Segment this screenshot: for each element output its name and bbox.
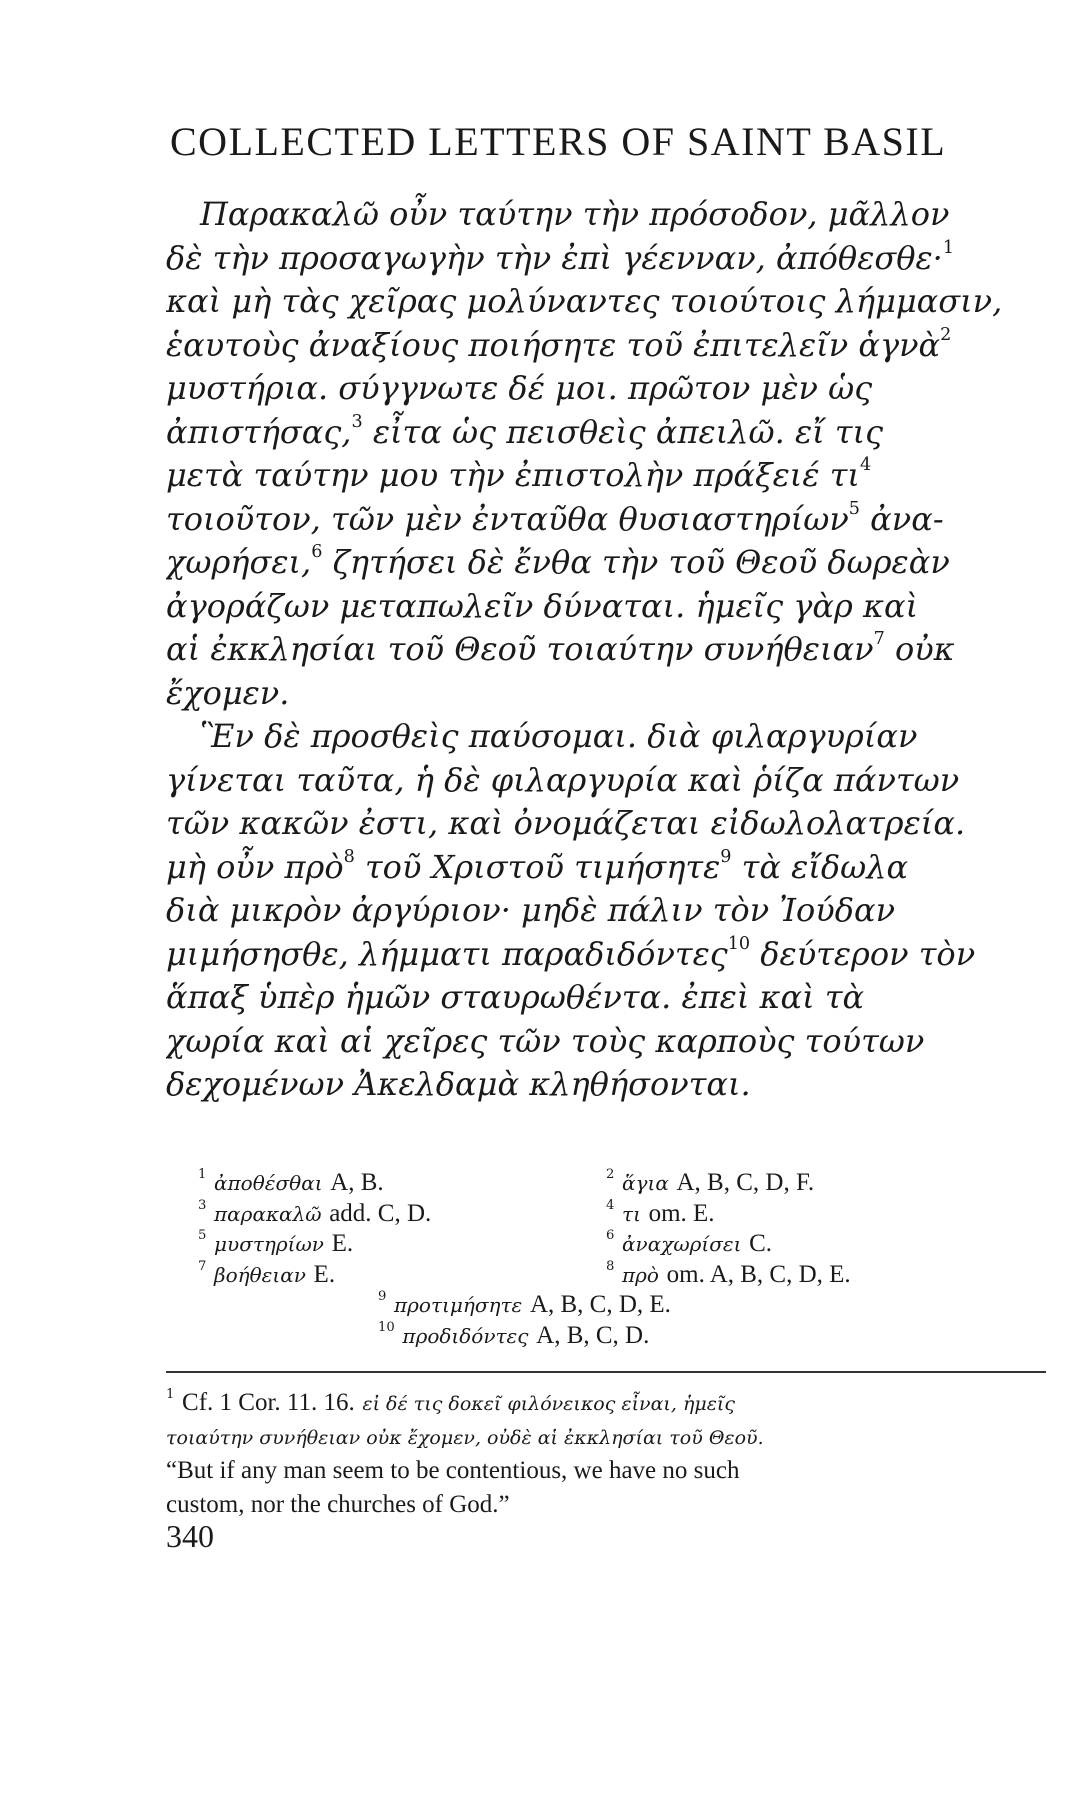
footnote-greek: εἰ δέ τις δοκεῖ φιλόνεικος εἶναι, ἡμεῖς [362,1393,735,1415]
apparatus-row [198,1320,1028,1351]
text-line [166,1020,1062,1064]
line-text: δεύτερον τὸν [750,934,976,973]
apparatus-reading: βοήθειαν [214,1262,306,1287]
footnote-english: “But if any man seem to be contentious, we have no such [166,1457,740,1484]
apparatus-entry [378,1320,649,1352]
footnote-marker: 3 [351,411,363,432]
apparatus-row [198,1289,1028,1320]
line-text: Ἓν δὲ προσθεὶς παύσομαι. διὰ φιλαργυρίαν [200,717,918,755]
line-text: χωρία καὶ αἱ χεῖρες τῶν τοὺς καρποὺς τούτων [166,1021,925,1060]
apparatus-number: 3 [198,1197,207,1213]
footnote-marker: 2 [940,324,952,345]
footnote-english: custom, nor the churches of God.” [166,1491,510,1518]
apparatus-entry [198,1167,384,1199]
apparatus-number: 10 [378,1319,395,1335]
text-line [166,759,1062,803]
footnote-marker: 1 [942,237,955,258]
apparatus-number: 4 [606,1197,615,1213]
apparatus-reading: τι [622,1201,641,1226]
text-line [166,672,1062,716]
footnote-greek: τοιαύτην συνήθειαν οὐκ ἔχομεν, οὐδὲ αἱ ἐκκλησίαι τοῦ Θεοῦ. [166,1427,764,1449]
line-text: δὲ τὴν προσαγωγὴν τὴν ἐπὶ γέενναν, ἀπόθεσθε· [166,238,943,277]
apparatus-reading: παρακαλῶ [214,1201,322,1226]
apparatus-witnesses: om. E. [648,1199,715,1227]
footnote-divider [166,1371,1046,1373]
text-line [166,280,1062,324]
text-line [166,715,1062,759]
apparatus-reading: προτιμήσητε [394,1293,523,1317]
apparatus-reading: ἀποθέσθαι [214,1171,323,1195]
apparatus-witnesses: A, B, C, D, F. [676,1169,815,1196]
apparatus-witnesses: om. A, B, C, D, E. [666,1260,851,1288]
apparatus-witnesses: E. [313,1260,336,1288]
text-line [166,802,1062,846]
line-text: καὶ μὴ τὰς χεῖρας μολύναντες τοιούτοις λήμμασιν, [166,282,1003,320]
page-number: 340 [166,1518,214,1554]
apparatus-number: 2 [606,1167,615,1183]
running-head: COLLECTED LETTERS OF SAINT BASIL [170,119,947,164]
text-line [166,889,1062,933]
apparatus-reading: προδιδόντες [402,1323,529,1348]
footnote-line [166,1453,1046,1487]
footnote-marker: 9 [720,846,732,867]
apparatus-reading: μυστηρίων [214,1232,324,1256]
line-text: οὐκ [884,630,955,668]
line-text: μὴ οὖν πρὸ [166,847,344,886]
text-line [166,933,1062,977]
apparatus-number: 5 [198,1228,207,1244]
apparatus-number: 6 [606,1228,615,1244]
line-text: τῶν κακῶν ἐστι, καὶ ὀνομάζεται εἰδωλολατρεία. [166,804,966,842]
text-line [166,846,1062,890]
line-text: ἀπιστήσας, [166,412,352,451]
footnote [166,1385,1046,1521]
apparatus-witnesses: A, B, C, D, E. [529,1291,671,1318]
line-text: Παρακαλῶ οὖν ταύτην τὴν πρόσοδον, μᾶλλον [200,195,950,233]
apparatus-reading: ἅγια [622,1171,669,1195]
line-text: ἅπαξ ὑπὲρ ἡμῶν σταυρωθέντα. ἐπεὶ καὶ τὰ [166,978,865,1016]
line-text: ἀγοράζων μεταπωλεῖν δύναται. ἡμεῖς γὰρ καὶ [166,586,919,625]
apparatus-entry [606,1259,851,1291]
apparatus-row [198,1167,1028,1198]
apparatus-row [198,1228,1028,1259]
line-text: αἱ ἐκκλησίαι τοῦ Θεοῦ τοιαύτην συνήθειαν [166,630,874,668]
text-line [166,237,1062,281]
apparatus-witnesses: C. [749,1230,773,1257]
apparatus-reading: πρὸ [622,1262,659,1287]
footnote-marker: 8 [343,846,355,867]
text-line [166,367,1062,411]
apparatus-witnesses: E. [331,1230,354,1257]
line-text: ἔχομεν. [166,673,290,712]
footnote-marker: 6 [311,542,323,563]
apparatus-reading: ἀναχωρίσει [622,1232,742,1256]
apparatus-entry [198,1259,335,1291]
line-text: μυστήρια. σύγγνωτε δέ μοι. πρῶτον μὲν ὡς [166,369,873,407]
footnote-marker: 10 [727,933,751,954]
footnote-line [166,1487,1046,1521]
line-text: γίνεται ταῦτα, ἡ δὲ φιλαργυρία καὶ ῥίζα πάντων [166,760,960,799]
line-text: ἀνα- [860,499,944,538]
main-text [166,193,1062,1107]
apparatus-witnesses: add. C, D. [329,1199,432,1227]
apparatus-number: 7 [198,1258,207,1274]
apparatus-entry [198,1228,353,1260]
line-text: τοιοῦτον, τῶν μὲν ἐνταῦθα θυσιαστηρίων [166,499,849,538]
apparatus-number: 8 [606,1258,615,1274]
line-text: εἶτα ὡς πεισθεὶς ἀπειλῶ. εἴ τις [362,412,884,451]
line-text: τὰ εἴδωλα [731,847,909,886]
apparatus-entry [198,1198,431,1230]
apparatus-number: 9 [378,1289,387,1305]
text-line [166,454,1062,498]
apparatus-witnesses: A, B. [330,1169,384,1196]
line-text: μετὰ ταύτην μου τὴν ἐπιστολὴν πράξειέ τι [166,456,860,494]
line-text: χωρήσει, [166,543,312,581]
apparatus-row [198,1198,1028,1229]
apparatus-entry [606,1228,772,1260]
line-text: μιμήσησθε, λήμματι παραδιδόντες [166,934,728,973]
footnote-line [166,1419,1046,1453]
text-line [166,628,1062,672]
apparatus-entry [606,1167,814,1199]
line-text: δεχομένων Ἀκελδαμὰ κληθήσονται. [166,1065,751,1103]
line-text: ἑαυτοὺς ἀναξίους ποιήσητε τοῦ ἐπιτελεῖν ἁγνὰ [166,325,941,364]
text-line [166,585,1062,629]
footnote-number: 1 [166,1387,175,1403]
text-line [166,193,1062,237]
text-line [166,1063,1062,1107]
text-line [166,976,1062,1020]
line-text: διὰ μικρὸν ἀργύριον· μηδὲ πάλιν τὸν Ἰούδαν [166,891,896,929]
footnote-reference: Cf. 1 Cor. 11. 16. [182,1389,355,1416]
apparatus-entry [378,1289,671,1321]
apparatus-number: 1 [198,1167,207,1183]
apparatus-entry [606,1198,715,1230]
text-line [166,498,1062,542]
text-line [166,411,1062,455]
line-text: τοῦ Χριστοῦ τιμήσητε [354,847,721,886]
footnote-marker: 5 [848,498,860,519]
critical-apparatus [198,1167,1028,1350]
line-text: ζητήσει δὲ ἔνθα τὴν τοῦ Θεοῦ δωρεὰν [322,543,950,581]
footnote-marker: 4 [859,455,872,476]
footnote-marker: 7 [873,629,885,650]
text-line [166,541,1062,585]
apparatus-witnesses: A, B, C, D. [536,1321,650,1349]
footnote-line [166,1385,1046,1419]
apparatus-row [198,1259,1028,1290]
text-line [166,324,1062,368]
